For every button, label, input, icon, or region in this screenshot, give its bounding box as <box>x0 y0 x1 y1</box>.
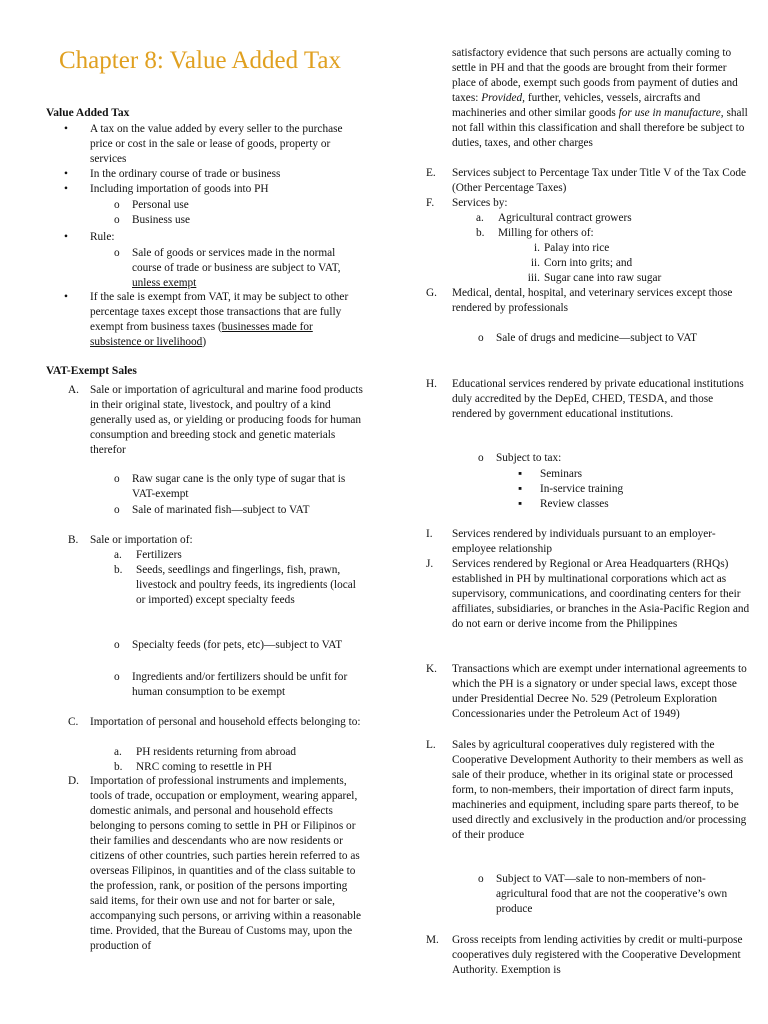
bullet-icon: • <box>64 168 68 180</box>
list-item: a. Fertilizers <box>114 549 182 561</box>
circle-bullet-icon: o <box>114 247 120 259</box>
list-item: o Business use <box>114 214 191 226</box>
list-item: • Including importation of goods into PH <box>64 183 269 195</box>
list-item-continuation: satisfactory evidence that such persons are actually coming to settle in PH and that the goods are brought from their former place of abode, exempt such goods from payment of duties and taxes: Provided, further, vehicles, vessels, aircrafts and machineries and other similar goods for use in manufacture, shall not fall within this classification and shall therefore be subject to duties, taxes, and other charges <box>452 47 748 149</box>
list-item: o Sale of marinated fish—subject to VAT <box>114 504 310 516</box>
page-title: Chapter 8: Value Added Tax <box>59 47 341 74</box>
circle-bullet-icon: o <box>114 473 120 485</box>
circle-bullet-icon: o <box>114 214 120 226</box>
bullet-icon: • <box>64 123 68 135</box>
list-item: B. Sale or importation of: <box>68 534 193 546</box>
circle-bullet-icon: o <box>114 199 120 211</box>
section-heading-exempt: VAT-Exempt Sales <box>46 365 137 377</box>
list-item: b. Milling for others of: <box>476 227 594 239</box>
bullet-icon: • <box>64 291 68 303</box>
list-item: G. Medical, dental, hospital, and veterinary services except those rendered by professionals <box>426 287 733 314</box>
list-item: C. Importation of personal and household effects belonging to: <box>68 716 361 728</box>
circle-bullet-icon: o <box>114 671 120 683</box>
list-item: o Personal use <box>114 199 189 211</box>
square-bullet-icon: ▪ <box>518 468 523 480</box>
list-item: o Subject to VAT—sale to non-members of non-agricultural food that are not the cooperative’s own produce <box>478 873 728 915</box>
list-item: • If the sale is exempt from VAT, it may be subject to other percentage taxes except those transactions that are fully exempt from business taxes (businesses made for subsistence or livelihood) <box>64 291 349 348</box>
list-item: o Ingredients and/or fertilizers should be unfit for human consumption to be exempt <box>114 671 348 698</box>
bullet-icon: • <box>64 231 68 243</box>
list-item: K. Transactions which are exempt under international agreements to which the PH is a signatory or under special laws, except those under Presidential Decree No. 529 (Petroleum Exploration Concessionaries under the Petroleum Act of 1949) <box>426 663 747 720</box>
list-item: i. Palay into rice <box>534 242 610 254</box>
circle-bullet-icon: o <box>114 504 120 516</box>
list-item: o Specialty feeds (for pets, etc)—subject to VAT <box>114 639 343 651</box>
section-heading-vat: Value Added Tax <box>46 107 130 119</box>
list-item: E. Services subject to Percentage Tax under Title V of the Tax Code (Other Percentage Taxes) <box>426 167 747 194</box>
list-item: J. Services rendered by Regional or Area Headquarters (RHQs) established in PH by multinational corporations which act as supervisory, communications, and coordinating centers for their affiliates, subsidiaries, or branches in the Asia-Pacific Region and do not earn or derive income from the Philippines <box>426 558 750 630</box>
list-item: ii. Corn into grits; and <box>530 257 633 269</box>
circle-bullet-icon: o <box>478 873 484 885</box>
circle-bullet-icon: o <box>478 452 484 464</box>
list-item: b. Seeds, seedlings and fingerlings, fish, prawn, livestock and poultry feeds, its ingredients (local or imported) except specialty feeds <box>114 564 356 606</box>
list-item: M. Gross receipts from lending activities by credit or multi-purpose cooperatives duly registered with the Cooperative Development Authority. Exemption is <box>426 934 743 976</box>
list-item: L. Sales by agricultural cooperatives duly registered with the Cooperative Development Authority to their members as well as sale of their produce, whether in its original state or processed form, to non-members, their importation of direct farm inputs, machineries and equipment, including spare parts thereof, to be used directly and exclusively in the production and/or processing of their produce <box>426 739 747 841</box>
list-item: a. PH residents returning from abroad <box>114 746 296 758</box>
list-item: ▪ Review classes <box>518 498 609 510</box>
list-item: • A tax on the value added by every seller to the purchase price or cost in the sale or lease of goods, property or services <box>64 123 343 165</box>
circle-bullet-icon: o <box>114 639 120 651</box>
list-item: b. NRC coming to resettle in PH <box>114 761 272 773</box>
list-item: a. Agricultural contract growers <box>476 212 632 224</box>
list-item: • Rule: <box>64 231 115 243</box>
square-bullet-icon: ▪ <box>518 498 523 510</box>
list-item: H. Educational services rendered by private educational institutions duly accredited by the DepEd, CHED, TESDA, and those rendered by government educational institutions. <box>426 378 744 420</box>
list-item: o Sale of drugs and medicine—subject to VAT <box>478 332 698 344</box>
list-item: I. Services rendered by individuals pursuant to an employer-employee relationship <box>426 528 716 555</box>
list-item: ▪ In-service training <box>518 483 624 495</box>
list-item: o Subject to tax: <box>478 452 562 464</box>
circle-bullet-icon: o <box>478 332 484 344</box>
list-item: • In the ordinary course of trade or business <box>64 168 281 180</box>
list-item: F. Services by: <box>426 197 508 209</box>
square-bullet-icon: ▪ <box>518 483 523 495</box>
list-item: iii. Sugar cane into raw sugar <box>527 272 662 284</box>
list-item: D. Importation of professional instruments and implements, tools of trade, occupation or employment, wearing apparel, domestic animals, and personal and household effects belonging to persons coming to settle in PH or Filipinos or their families and descendants who are now residents or citizens of other countries, such parties herein referred to as overseas Filipinos, in quantities and of the class suitable to the profession, rank, or position of the persons importing said items, for their own use and not for barter or sale, accompanying such persons, or arriving within a reasonable time. Provided, that the Bureau of Customs may, upon the production of <box>68 775 362 952</box>
list-item: o Raw sugar cane is the only type of sugar that is VAT-exempt <box>114 473 346 500</box>
list-item: ▪ Seminars <box>518 468 583 480</box>
list-item: o Sale of goods or services made in the normal course of trade or business are subject to VAT, unless exempt <box>114 247 341 289</box>
list-item: A. Sale or importation of agricultural and marine food products in their original state, livestock, and poultry of a kind generally used as, or yielding or producing foods for human consumption and breeding stock and genetic materials therefor <box>68 384 363 456</box>
bullet-icon: • <box>64 183 68 195</box>
